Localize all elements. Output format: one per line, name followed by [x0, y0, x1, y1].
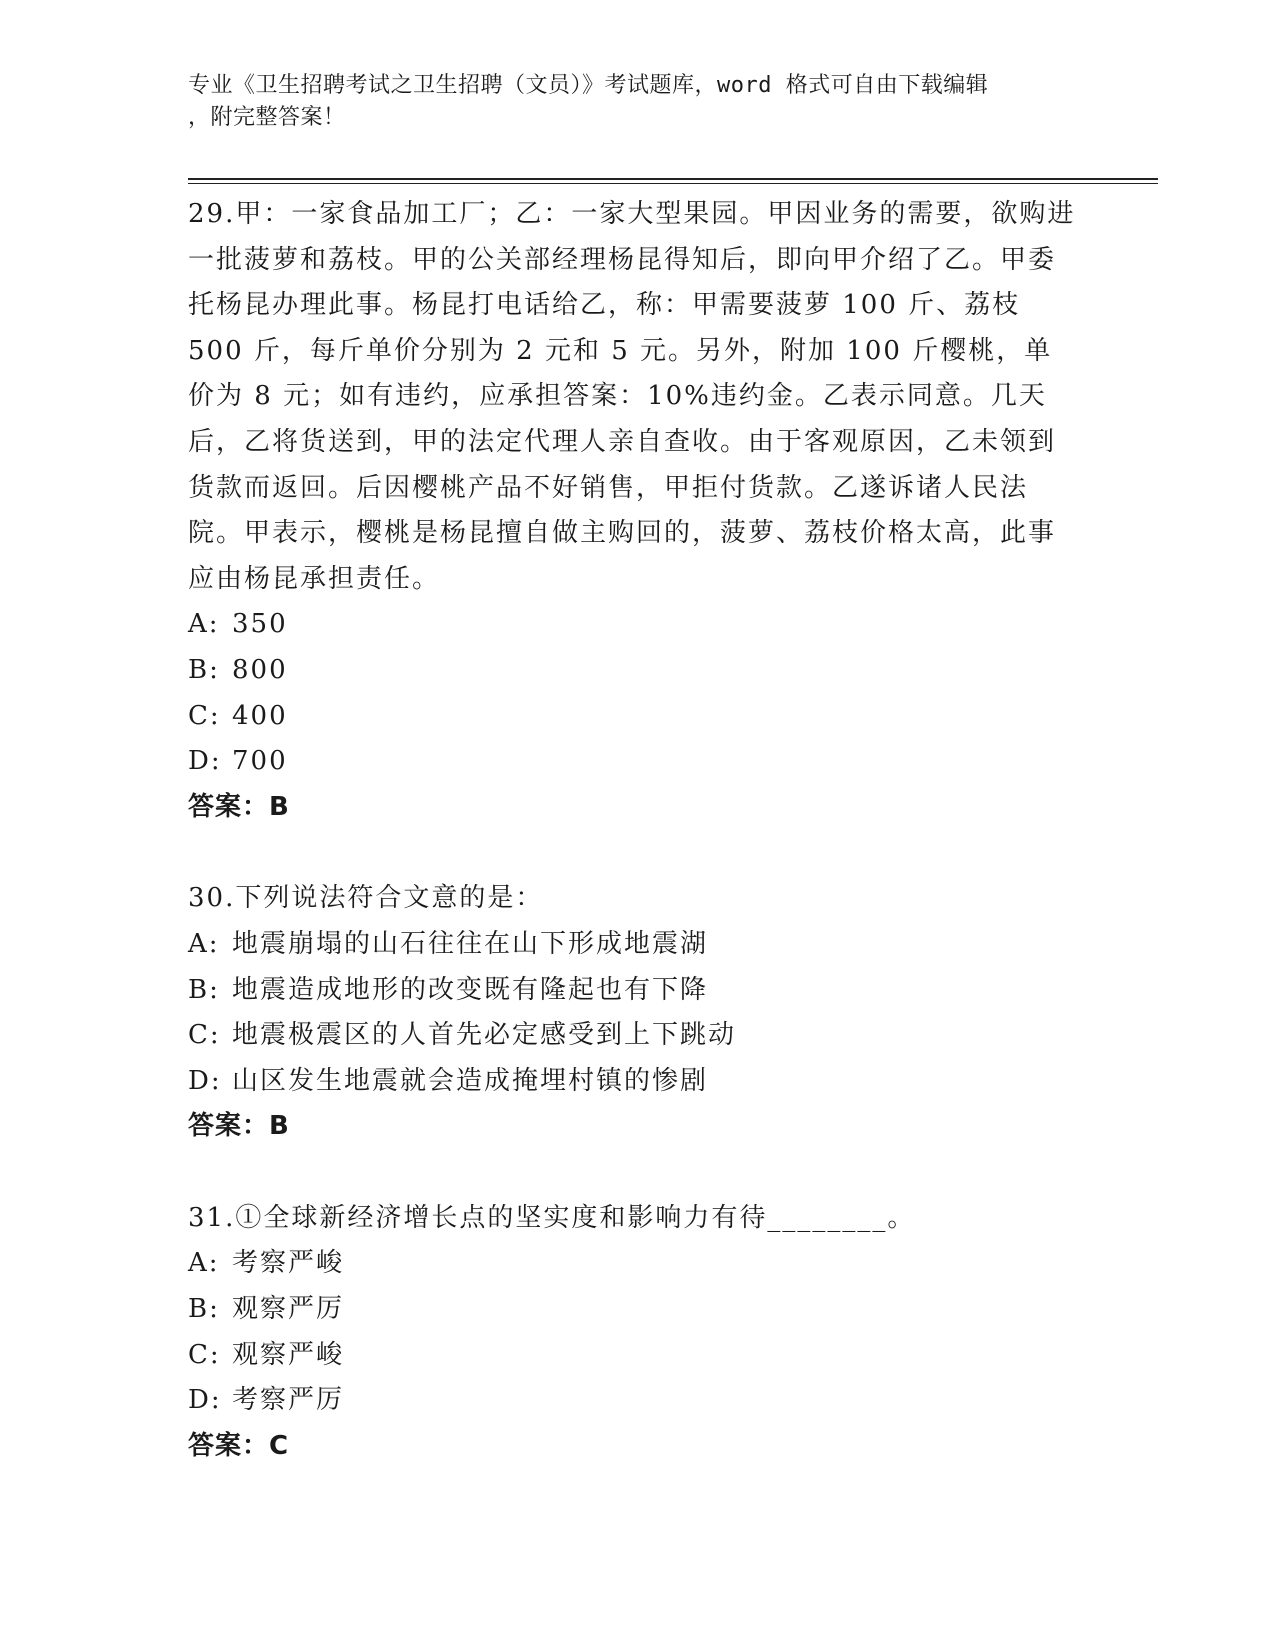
- option-d: [188, 1059, 1088, 1105]
- question-stem: 30.下列说法符合文意的是：: [188, 883, 544, 914]
- option-text: 考察严峻: [232, 1248, 345, 1279]
- option-text: 350: [232, 609, 288, 640]
- option-letter: D:: [188, 1385, 222, 1416]
- option-text: 观察严厉: [232, 1294, 345, 1325]
- header-divider: [188, 178, 1158, 184]
- option-letter: B:: [188, 654, 220, 685]
- option-b: [188, 968, 1088, 1014]
- option-letter: A:: [188, 609, 220, 640]
- question-stem: 31.①全球新经济增长点的坚实度和影响力有待________。: [188, 1202, 916, 1233]
- option-letter: A:: [188, 928, 220, 959]
- divider-thin: [188, 183, 1158, 184]
- option-text: 山区发生地震就会造成掩埋村镇的惨剧: [232, 1065, 709, 1096]
- header-note-line-2: ，附完整答案！: [188, 105, 346, 130]
- answer-line: 答案：C: [188, 1430, 290, 1461]
- option-a: [188, 1241, 1088, 1287]
- question-list: [188, 192, 1088, 1515]
- option-a: [188, 922, 1088, 968]
- option-letter: C:: [188, 1020, 221, 1051]
- option-c: [188, 694, 1088, 740]
- option-letter: D:: [188, 1065, 222, 1096]
- option-text: 地震崩塌的山石往往在山下形成地震湖: [232, 928, 709, 959]
- option-text: 观察严峻: [232, 1339, 345, 1370]
- question-29: [188, 192, 1088, 830]
- question-30: [188, 876, 1088, 1150]
- option-letter: A:: [188, 1248, 220, 1279]
- option-letter: B:: [188, 974, 220, 1005]
- option-letter: C:: [188, 1339, 221, 1370]
- question-stem: 29.甲：一家食品加工厂；乙：一家大型果园。甲因业务的需要，欲购进一批菠萝和荔枝。甲的公关部经理杨昆得知后，即向甲介绍了乙。甲委托杨昆办理此事。杨昆打电话给乙，称：甲需要菠萝 100 斤、荔枝 500 斤，每斤单价分别为 2 元和 5 元。另外，附加 100 斤樱桃，单价为 8 元；如有违约，应承担答案：10%违约金。乙表示同意。几天后，乙将货送到，甲的法定代理人亲自查收。由于客观原因，乙未领到货款而返回。后因樱桃产品不好销售，甲拒付货款。乙遂诉诸人民法院。甲表示，樱桃是杨昆擅自做主购回的，菠萝、荔枝价格太高，此事应由杨昆承担责任。: [188, 199, 1076, 594]
- option-d: [188, 739, 1088, 785]
- option-text: 700: [232, 746, 288, 777]
- option-d: [188, 1378, 1088, 1424]
- option-text: 400: [232, 700, 288, 731]
- option-letter: C:: [188, 700, 221, 731]
- answer-line: 答案：B: [188, 1111, 290, 1142]
- answer-line: 答案：B: [188, 791, 290, 822]
- option-b: [188, 1287, 1088, 1333]
- option-b: [188, 648, 1088, 694]
- option-c: [188, 1013, 1088, 1059]
- option-text: 800: [232, 654, 288, 685]
- option-c: [188, 1333, 1088, 1379]
- option-text: 考察严厉: [232, 1385, 345, 1416]
- option-text: 地震造成地形的改变既有隆起也有下降: [232, 974, 709, 1005]
- option-letter: B:: [188, 1294, 220, 1325]
- header-note-line-1: 专业《卫生招聘考试之卫生招聘（文员）》考试题库，word 格式可自由下载编辑: [188, 73, 989, 98]
- question-31: [188, 1196, 1088, 1470]
- option-a: [188, 602, 1088, 648]
- option-letter: D:: [188, 746, 222, 777]
- header-note: [188, 70, 1088, 134]
- option-text: 地震极震区的人首先必定感受到上下跳动: [232, 1020, 737, 1051]
- divider-thick: [188, 178, 1158, 180]
- document-header: [188, 70, 1158, 134]
